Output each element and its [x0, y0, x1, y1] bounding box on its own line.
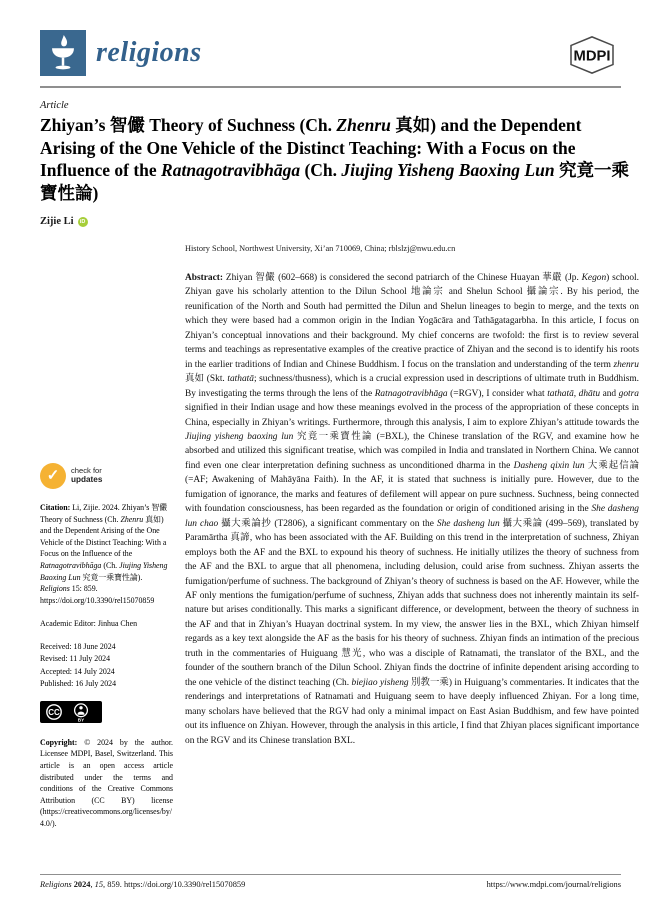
text-segment: Religions [40, 584, 70, 594]
text-segment: 攝大乘論抄 (T2806), a significant commentary on the [218, 518, 437, 529]
text-segment: 真如) and the Dependent Arising of the One Vehicle of the Distinct Teaching: With a Focus on the Influence of the [40, 115, 582, 180]
footer-doi-link[interactable] [40, 880, 245, 889]
date-line: Revised: 11 July 2024 [40, 654, 111, 664]
text-segment: 究竟一乘寶性論) [40, 160, 629, 203]
text-segment: Zhiyan 智儼 (602–668) is considered the second patriarch of the Chinese Huayan 華嚴 (Jp. [225, 273, 582, 283]
cc-by-text: BY [77, 717, 85, 723]
text-segment: 究竟一乘寶性論). [80, 572, 143, 582]
text-segment: (=RGV), I consider what [447, 388, 548, 399]
check-icon: ✓ [40, 463, 66, 489]
footer-journal-link[interactable]: https://www.mdpi.com/journal/religions [486, 880, 621, 889]
text-segment: Copyright: [40, 737, 85, 747]
text-segment: biejiao yisheng [351, 677, 409, 688]
text-segment: © 2024 by the author. Licensee MDPI, Basel, Switzerland. This article is an open access article distributed under the terms and conditions of the Creative Commons Attribution (CC BY) license (https://creativecommons.org/licenses/by/4.0/). [40, 737, 173, 828]
abstract-text [185, 273, 639, 746]
date-line: Published: 16 July 2024 [40, 678, 117, 688]
text-segment: Zhenru [336, 115, 391, 135]
text-segment: Dasheng qixin lun [513, 460, 585, 471]
text-segment: Kegon [581, 273, 607, 283]
check-for-updates-label [71, 467, 102, 484]
content-band [40, 243, 639, 829]
author-line [40, 216, 621, 227]
text-segment: 大乘起信論 (=AF; Awakening of Mahāyāna Faith). In the AF, it is stated that suchness is initially pure. However, due to the fumigation of ignorance, the marks and features of defilement will appear on pure suchness. Suchness, being connected with foundation consciousness, has been regarded as the foundation or origin of conditioned arising in the [185, 460, 640, 515]
text-segment: Jiujing yisheng baoxing lun [185, 431, 294, 442]
cc-circle-text: CC [48, 708, 60, 718]
text-segment: ; suchness/thusness), which is a crucial expression used in descriptions of ultimate truth in Buddhism. By investigating the terms through the lens of the [185, 374, 639, 399]
text-segment: Ratnagotravibhāga [161, 160, 301, 180]
text-segment: 2024 [71, 880, 91, 889]
text-segment: 究竟一乘寶性論 (=BXL), the Chinese translation of the RGV, and examine how he absorbed and utilized this significant treatise, which was compiled in India and translated in Northern China. We cannot find even one clear interpretation defining suchness as unconditioned dharma in the [185, 431, 639, 471]
history-dates [40, 641, 173, 690]
text-segment: 真如) and the Dependent Arising of the One Vehicle of the Distinct Teaching: With a Focus on the Influence of the [40, 514, 167, 559]
article-type-label: Article [40, 100, 69, 111]
date-line: Accepted: 14 July 2024 [40, 666, 115, 676]
text-segment: tathatā [227, 374, 254, 385]
text-segment: Zhenru [120, 514, 144, 524]
check-label-line2: updates [71, 475, 103, 484]
mdpi-logo-text: MDPI [573, 48, 611, 65]
header-divider [40, 86, 621, 88]
text-segment: 15: 859. https://doi.org/10.3390/rel15070859 [40, 584, 155, 605]
check-for-updates-badge[interactable] [40, 463, 173, 489]
academic-editor-line: Academic Editor: Jinhua Chen [40, 619, 138, 629]
abstract-label: Abstract: [185, 273, 226, 283]
orcid-icon[interactable]: iD [78, 217, 88, 227]
journal-brand [40, 30, 202, 76]
text-segment: She dasheng lun [436, 518, 500, 529]
page-footer [40, 874, 621, 889]
text-segment: Ratnagotravibhāga [374, 388, 448, 399]
text-segment: Ratnagotravibhāga [40, 560, 102, 570]
text-segment: 真如 (Skt. [185, 374, 228, 385]
text-segment: (Ch. [101, 560, 120, 570]
text-segment: gotra [618, 388, 639, 399]
text-segment: Zhiyan’s 智儼 Theory of Suchness (Ch. [40, 115, 337, 135]
citation-block [40, 502, 173, 606]
cc-by-license-icon[interactable] [40, 701, 173, 727]
text-segment: She dasheng lun chao [185, 504, 639, 529]
text-segment: , 859. https://doi.org/10.3390/rel15070859 [103, 880, 246, 889]
text-segment: , [90, 880, 95, 889]
affiliation-line: History School, Northwest University, Xi’an 710069, China; rblslzj@nwu.edu.cn [185, 244, 456, 253]
journal-name: religions [96, 37, 202, 68]
text-segment: 別教一乘) in Huiguang’s commentaries. It indicates that the renderings and interpretations of Ratnamati and Huiguang seem to have deeply influenced Zhiyan. For a long time, many scholars have believed that the RGV had only a minimal impact on East Asian Buddhism, and few have pointed out its influence on Zhiyan. However, through the analysis in this article, I find that Zhiyan places significant importance on the RGV and its Chinese translation BXL. [185, 677, 639, 746]
text-segment: Jiujing Yisheng Baoxing Lun [40, 560, 168, 582]
text-segment: and [600, 388, 619, 399]
text-segment: Jiujing Yisheng Baoxing Lun [341, 160, 555, 180]
left-sidebar [40, 243, 173, 829]
text-segment: 15 [94, 880, 104, 889]
text-segment: Religions [40, 880, 72, 889]
check-label-line1: check for [71, 466, 102, 476]
page-header [0, 0, 661, 81]
copyright-notice [40, 737, 173, 830]
text-segment: 攝大乘論 (499–569), translated by Paramārtha 真諦, who has been associated with the AF. Building on this trend in the interpretation of suchness, Zhiyan employs both the AF and the BXL to expound his theory of suchness. He initially utilizes the theory of suchness from the AF and the BXL to argue that all phenomena, including delusion, could arise from suchness. Zhiyan asserts the fumigation/perfume of suchness. The background of Zhiyan’s theory of suchness is based on the AF. However, while the AF only mentions the fumigation/perfume of suchness, Zhiyan adds that suchness does not inherently maintain its self-nature but arises conditionally. This marks a significant difference, or development, between the theory of suchness in the AF and that in Zhiyan’s Huayan doctrinal system. In my view, the answer lies in the BXL, which Zhiyan himself regards as a key text alongside the AF as the basis for his theory of suchness. Zhiyan finds an intimation of the precious truth in the commentaries of Huiguang 慧光, who was a disciple of Ratnamati, the translator of the BXL, and the founder of the southern branch of the Dilun School. Zhiyan finds the doctrine of infinite dependent arising according to the one vehicle of the distinct teaching (Ch. [185, 518, 639, 688]
text-segment: ) school. Zhiyan gave his scholarly attention to the Dilun School 地論宗 and Shelun School 攝論宗. By his period, the reunification of the North and South had permitted the Dilun and Shelun lineages to begin to merge, and the texts on which they were based had a common origin in the Indian Yogācāra and Tathāgatagarbha. In this article, I focus on Zhiyan’s conceptual innovations and their background. My chief concerns are twofold: the first is to review several terms and teachings as representative examples of the creative practice of Zhiyan and the second is to identify his roots in the earlier traditions of Indian and Chinese Buddhism. I focus on the translation and understanding of the term [185, 273, 639, 370]
date-line: Received: 18 June 2024 [40, 641, 116, 651]
paper-title [40, 114, 630, 204]
text-segment: tathatā, dhātu [547, 388, 601, 399]
text-segment: Citation: [40, 503, 73, 512]
religions-chalice-icon [40, 30, 86, 76]
main-column [185, 243, 639, 829]
abstract-paragraph [185, 271, 639, 748]
text-segment: signified in their Indian usage and how these meanings evolved in the process of the appropriation of these concepts in China, especially in Zhiyan’s writings. Furthermore, through this analysis, I aim to explore Zhiyan’s attitude towards the [185, 403, 639, 428]
text-segment: (Ch. [300, 160, 342, 180]
mdpi-logo [563, 34, 621, 81]
text-segment: zhenru [613, 359, 639, 370]
author-name: Zijie Li [40, 216, 74, 227]
text-segment: Li, Zijie. 2024. Zhiyan’s 智儼 Theory of Suchness (Ch. [40, 503, 168, 524]
